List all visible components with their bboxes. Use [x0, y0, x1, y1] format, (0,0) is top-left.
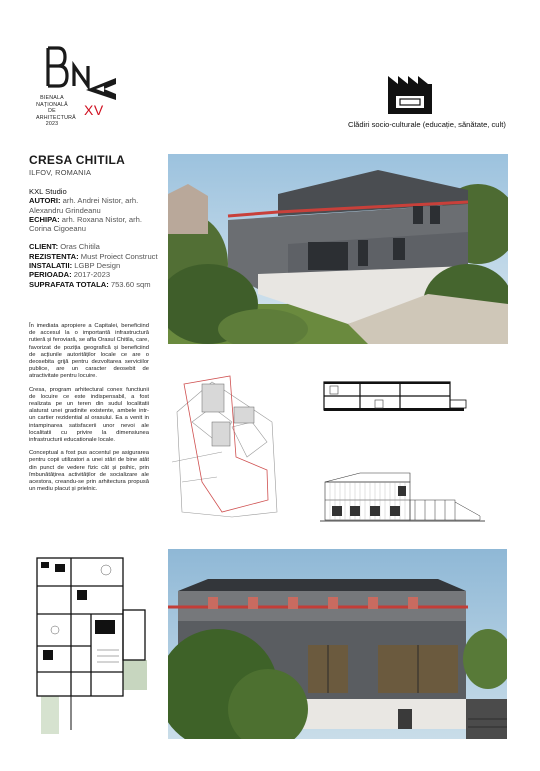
team-row: ECHIPA: arh. Roxana Nistor, arh. Corina Cigoeanu	[29, 214, 142, 234]
structure-row: REZISTENTA: Must Proiect Construct	[29, 251, 158, 261]
floor-plan-drawing	[31, 550, 149, 740]
installations-row: INSTALATII: LGBP Design	[29, 261, 121, 271]
factory-building-icon	[386, 66, 434, 116]
studio-name: KXL Studio	[29, 187, 67, 196]
building-section-drawing	[320, 378, 470, 414]
period-row: PERIOADA: 2017-2023	[29, 270, 111, 280]
project-title: CRESA CHITILA	[29, 153, 126, 167]
category-label: Clădiri socio-culturale (educație, sănătate, cult)	[348, 120, 506, 129]
authors-row: AUTORI: arh. Andrei Nistor, arh. Alexandru Grindeanu	[29, 196, 139, 215]
project-location: ILFOV, ROMANIA	[29, 168, 92, 177]
site-plan-drawing	[172, 362, 282, 522]
description-paragraph: În imediata apropiere a Capitalei, beneficiind de accesul la o importantă infrastructură rutieră și feroviară, se afla Orasul Chitila, care, favorizat de poziția geografică și beneficiind de acțiunile autorităților locale ce are o deosebita grijă pentru dezvoltarea serviciilor publice, are un caracter deosebit de atractivitate pentru locuire.	[29, 323, 149, 380]
exterior-photo-aerial	[168, 154, 508, 344]
exterior-photo-facade	[168, 549, 507, 739]
description-paragraph: Conceptual a fost pus accentul pe asigurarea pentru copii utilizatori a unei stări de bine atât din punct de vedere fizic cât și psihic, prin îmbunătățirea activităților de socializare ale acestora, creandu-se prin arhitectura propusă un mediu placut și prielnic.	[29, 450, 149, 493]
project-description	[29, 323, 149, 499]
project-credits	[29, 187, 159, 289]
building-elevation-drawing	[320, 470, 485, 525]
description-paragraph: Cresa, program arhitectural conex functiunii de locuire ce este indispensabil, a fost realizata pe un teren din sudul localitatii alaturat unei gradinite existente, ambele intr-un cartier rezidential al orasului. Ea a venit in intampinarea satisfacerii unor nevoi ale localitatii cu privire la dimensiunea infrastructurii educationale locale.	[29, 386, 149, 444]
area-row: SUPRAFATA TOTALA: 753.60 sqm	[29, 279, 151, 289]
logo-caption: BIENALA NAȚIONALĂ DE ARHITECTURĂ 2023	[36, 95, 76, 128]
edition-number: XV	[84, 102, 104, 118]
client-row: CLIENT: Oras Chitila	[29, 242, 100, 252]
bna-logo	[30, 44, 120, 136]
